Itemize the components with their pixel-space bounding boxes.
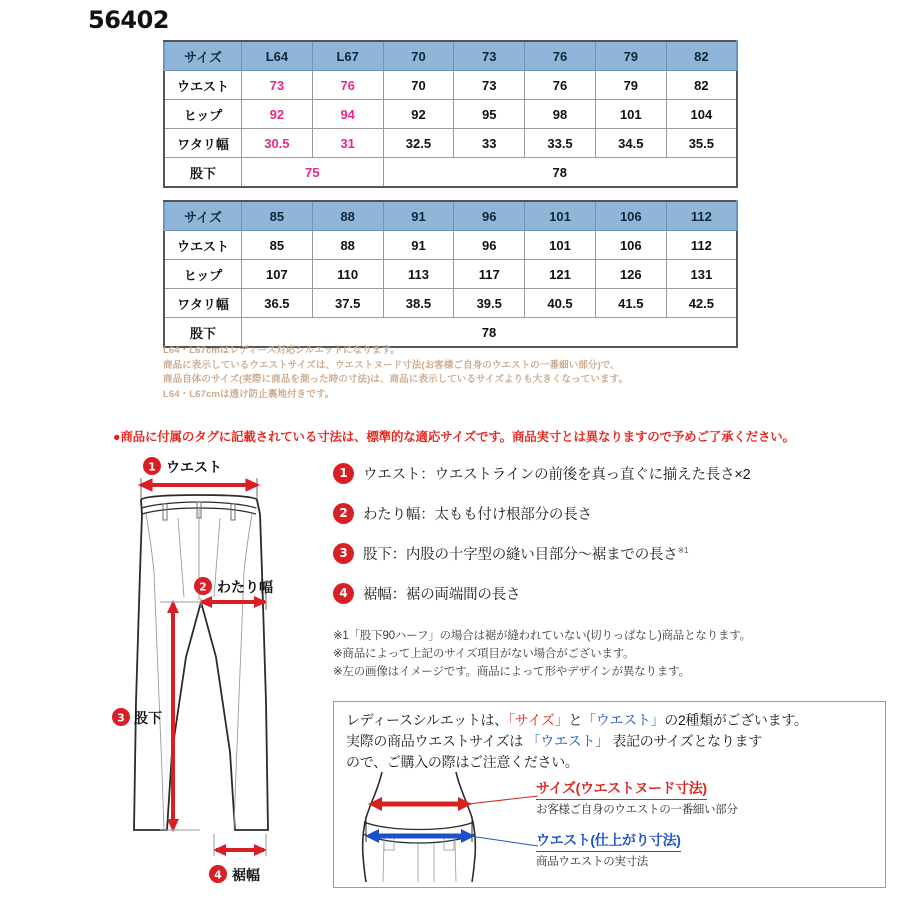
size-table-row bbox=[164, 129, 737, 158]
size-table-row bbox=[164, 260, 737, 289]
product-code: 56402 bbox=[88, 6, 169, 34]
size-table-cell: 101 bbox=[595, 100, 666, 129]
size-table-header-cell: 88 bbox=[312, 201, 383, 231]
size-table-cell: 79 bbox=[595, 71, 666, 100]
legend-number-badge-3: 3 bbox=[333, 543, 354, 564]
callout-nude-waist-title: サイズ(ウエストヌード寸法) bbox=[536, 778, 707, 800]
size-table-cell: 33 bbox=[454, 129, 525, 158]
footnote-line-3: ※左の画像はイメージです。商品によって形やデザインが異なります。 bbox=[333, 666, 690, 678]
fineprint-line-2: 商品に表示しているウエストサイズは、ウエストヌード寸法(お客様ご自身のウエストの一番細い部分)で、 bbox=[163, 359, 620, 371]
size-table-header-cell: 70 bbox=[383, 41, 454, 71]
size-table-cell: 82 bbox=[666, 71, 737, 100]
size-table-row-label: ウエスト bbox=[164, 71, 242, 100]
size-table-header-cell: 79 bbox=[595, 41, 666, 71]
size-table-cell: 35.5 bbox=[666, 129, 737, 158]
size-table-cell: 40.5 bbox=[525, 289, 596, 318]
size-table-small bbox=[163, 40, 738, 188]
size-table-cell: 92 bbox=[242, 100, 313, 129]
info-box-paragraph bbox=[346, 710, 808, 773]
info-box-line-1-part-b: と bbox=[568, 712, 583, 728]
size-table-row bbox=[164, 231, 737, 260]
marker-1-text: 1 bbox=[148, 460, 156, 474]
fineprint-line-3: 商品自体のサイズ(実際に商品を測った時の寸法)は、商品に表示しているサイズよりも大きくなっています。 bbox=[163, 374, 629, 385]
size-table-cell: 126 bbox=[595, 260, 666, 289]
size-table-large-body bbox=[164, 201, 737, 347]
size-table-header-cell: 112 bbox=[666, 201, 737, 231]
footnote-line-2: ※商品によって上記のサイズ項目がない場合がございます。 bbox=[333, 648, 635, 660]
size-table-header-cell: 96 bbox=[454, 201, 525, 231]
hem-label-diagram: 裾幅 bbox=[232, 867, 260, 883]
size-table-header-corner: サイズ bbox=[164, 41, 242, 71]
size-table-cell: 31 bbox=[312, 129, 383, 158]
size-table-cell: 85 bbox=[242, 231, 313, 260]
finished-waist-arrow bbox=[365, 829, 475, 843]
size-table-cell: 76 bbox=[312, 71, 383, 100]
legend-item-3 bbox=[333, 540, 878, 566]
info-box-line-1-part-a: レディースシルエットは、 bbox=[346, 712, 508, 728]
pants-outline bbox=[134, 495, 268, 830]
red-leader-line bbox=[468, 796, 538, 804]
info-box-waist-keyword-2: 「ウエスト」 bbox=[526, 733, 609, 749]
legend-number-badge-1: 1 bbox=[333, 463, 354, 484]
nude-waist-arrow bbox=[368, 797, 472, 811]
info-box-line-1-part-c: の2種類がございます。 bbox=[664, 712, 808, 728]
size-table-large bbox=[163, 200, 738, 348]
info-box-line-2-part-a: 実際の商品ウエストサイズは bbox=[346, 733, 527, 749]
size-table-inseam-row bbox=[164, 318, 737, 348]
size-table-row bbox=[164, 100, 737, 129]
blue-leader-line bbox=[470, 836, 538, 846]
red-disclaimer-notice: ●商品に付属のタグに記載されている寸法は、標準的な適応サイズです。商品実寸とは異なりますので予めご了承ください。 bbox=[113, 430, 795, 444]
fineprint-line-4: L64・L67cmは透け防止裏地付きです。 bbox=[163, 388, 335, 400]
size-table-cell: 32.5 bbox=[383, 129, 454, 158]
legend-label-2 bbox=[363, 503, 592, 524]
size-table-cell: 34.5 bbox=[595, 129, 666, 158]
info-box-line-2 bbox=[346, 731, 808, 752]
waist-label-diagram: ウエスト bbox=[166, 459, 222, 475]
callout-nude-waist bbox=[536, 778, 738, 817]
size-table-cell: 121 bbox=[525, 260, 596, 289]
size-table-cell: 107 bbox=[242, 260, 313, 289]
callout-finished-waist-title: ウエスト(仕上がり寸法) bbox=[536, 830, 681, 852]
size-table-header-cell: 73 bbox=[454, 41, 525, 71]
legend-item-1 bbox=[333, 460, 878, 486]
info-box-line-2-part-b: 表記のサイズとなります bbox=[608, 733, 762, 749]
legend-label-3-text: 股下：内股の十字型の縫い目部分～裾までの長さ bbox=[363, 546, 678, 563]
marker-2-text: 2 bbox=[199, 580, 207, 594]
size-table-header-cell: L64 bbox=[242, 41, 313, 71]
inseam-dimension-arrow bbox=[160, 600, 200, 832]
legend-label-2-text: わたり幅：太もも付け根部分の長さ bbox=[363, 506, 592, 523]
size-table-row-label: ウエスト bbox=[164, 231, 242, 260]
info-box-line-1 bbox=[346, 710, 808, 731]
callout-nude-waist-sub: お客様ご自身のウエストの一番細い部分 bbox=[536, 804, 738, 816]
size-table-header-cell: L67 bbox=[312, 41, 383, 71]
trouser-detail-lines bbox=[383, 838, 456, 882]
pants-measurement-diagram bbox=[100, 452, 332, 890]
size-table-merged-cell: 75 bbox=[242, 158, 384, 188]
size-table-cell: 113 bbox=[383, 260, 454, 289]
size-table-cell: 39.5 bbox=[454, 289, 525, 318]
size-table-cell: 106 bbox=[595, 231, 666, 260]
size-table-cell: 104 bbox=[666, 100, 737, 129]
size-table-cell: 30.5 bbox=[242, 129, 313, 158]
size-table-cell: 70 bbox=[383, 71, 454, 100]
footnotes-block bbox=[333, 627, 878, 681]
size-table-header-corner: サイズ bbox=[164, 201, 242, 231]
size-table-cell: 95 bbox=[454, 100, 525, 129]
size-table-inseam-row bbox=[164, 158, 737, 188]
size-table-row bbox=[164, 289, 737, 318]
legend-label-4-text: 裾幅：裾の両端間の長さ bbox=[363, 586, 521, 603]
hem-dimension-arrow bbox=[213, 834, 267, 856]
size-table-cell: 88 bbox=[312, 231, 383, 260]
thigh-label-diagram: わたり幅 bbox=[217, 579, 273, 595]
size-table-cell: 96 bbox=[454, 231, 525, 260]
size-table-merged-cell: 78 bbox=[383, 158, 737, 188]
legend-label-4 bbox=[363, 583, 520, 604]
size-table-header-cell: 76 bbox=[525, 41, 596, 71]
fineprint-block bbox=[163, 344, 783, 402]
size-table-cell: 91 bbox=[383, 231, 454, 260]
trouser-waistband-curve bbox=[363, 822, 475, 843]
legend-label-3 bbox=[363, 543, 688, 564]
size-table-cell: 110 bbox=[312, 260, 383, 289]
size-table-cell: 94 bbox=[312, 100, 383, 129]
size-table-row-label: ヒップ bbox=[164, 100, 242, 129]
size-table-cell: 112 bbox=[666, 231, 737, 260]
info-box-line-3: ので、ご購入の際はご注意ください。 bbox=[346, 754, 579, 770]
size-table-header-cell: 101 bbox=[525, 201, 596, 231]
size-table-row-label: ヒップ bbox=[164, 260, 242, 289]
waist-measurement-diagram bbox=[338, 772, 538, 884]
info-box-waist-keyword: 「ウエスト」 bbox=[582, 712, 665, 728]
size-table-row-label: ワタリ幅 bbox=[164, 289, 242, 318]
size-table-cell: 33.5 bbox=[525, 129, 596, 158]
marker-4-text: 4 bbox=[214, 868, 222, 882]
info-box-size-keyword: 「サイズ」 bbox=[507, 712, 569, 728]
size-table-row bbox=[164, 71, 737, 100]
size-table-cell: 117 bbox=[454, 260, 525, 289]
legend-item-4 bbox=[333, 580, 878, 606]
size-table-cell: 42.5 bbox=[666, 289, 737, 318]
size-table-small-body bbox=[164, 41, 737, 187]
size-table-row-label: ワタリ幅 bbox=[164, 129, 242, 158]
size-table-row-label: 股下 bbox=[164, 318, 242, 348]
marker-3-text: 3 bbox=[117, 711, 125, 725]
size-table-cell: 73 bbox=[242, 71, 313, 100]
size-table-header-cell: 82 bbox=[666, 41, 737, 71]
size-table-cell: 98 bbox=[525, 100, 596, 129]
size-table-header-cell: 106 bbox=[595, 201, 666, 231]
legend-label-1 bbox=[363, 463, 751, 484]
callout-finished-waist-sub: 商品ウエストの実寸法 bbox=[536, 856, 648, 868]
size-table-cell: 101 bbox=[525, 231, 596, 260]
size-table-header-row bbox=[164, 41, 737, 71]
size-table-cell: 37.5 bbox=[312, 289, 383, 318]
fineprint-line-1: L64・L67cmはレディース対応シルエットになります。 bbox=[163, 345, 400, 356]
ladies-silhouette-info-box bbox=[333, 701, 886, 888]
size-table-cell: 36.5 bbox=[242, 289, 313, 318]
size-table-cell: 76 bbox=[525, 71, 596, 100]
size-table-cell: 41.5 bbox=[595, 289, 666, 318]
size-table-merged-cell: 78 bbox=[242, 318, 738, 348]
size-table-header-cell: 85 bbox=[242, 201, 313, 231]
size-table-cell: 131 bbox=[666, 260, 737, 289]
size-table-header-cell: 91 bbox=[383, 201, 454, 231]
legend-item-2 bbox=[333, 500, 878, 526]
inseam-label-diagram: 股下 bbox=[134, 710, 162, 726]
legend-label-1-text: ウエスト：ウエストラインの前後を真っ直ぐに揃えた長さ×2 bbox=[363, 466, 751, 483]
size-table-row-label: 股下 bbox=[164, 158, 242, 188]
legend-footnote-marker-3: ※1 bbox=[677, 545, 689, 555]
size-table-header-row bbox=[164, 201, 737, 231]
measurement-legend-list bbox=[333, 460, 878, 620]
legend-number-badge-4: 4 bbox=[333, 583, 354, 604]
pants-detail-lines bbox=[146, 508, 252, 830]
size-table-cell: 92 bbox=[383, 100, 454, 129]
size-table-cell: 38.5 bbox=[383, 289, 454, 318]
footnote-line-1: ※1「股下90ハーフ」の場合は裾が縫われていない(切りっぱなし)商品となります。 bbox=[333, 630, 751, 642]
legend-number-badge-2: 2 bbox=[333, 503, 354, 524]
callout-finished-waist bbox=[536, 830, 681, 869]
size-table-cell: 73 bbox=[454, 71, 525, 100]
